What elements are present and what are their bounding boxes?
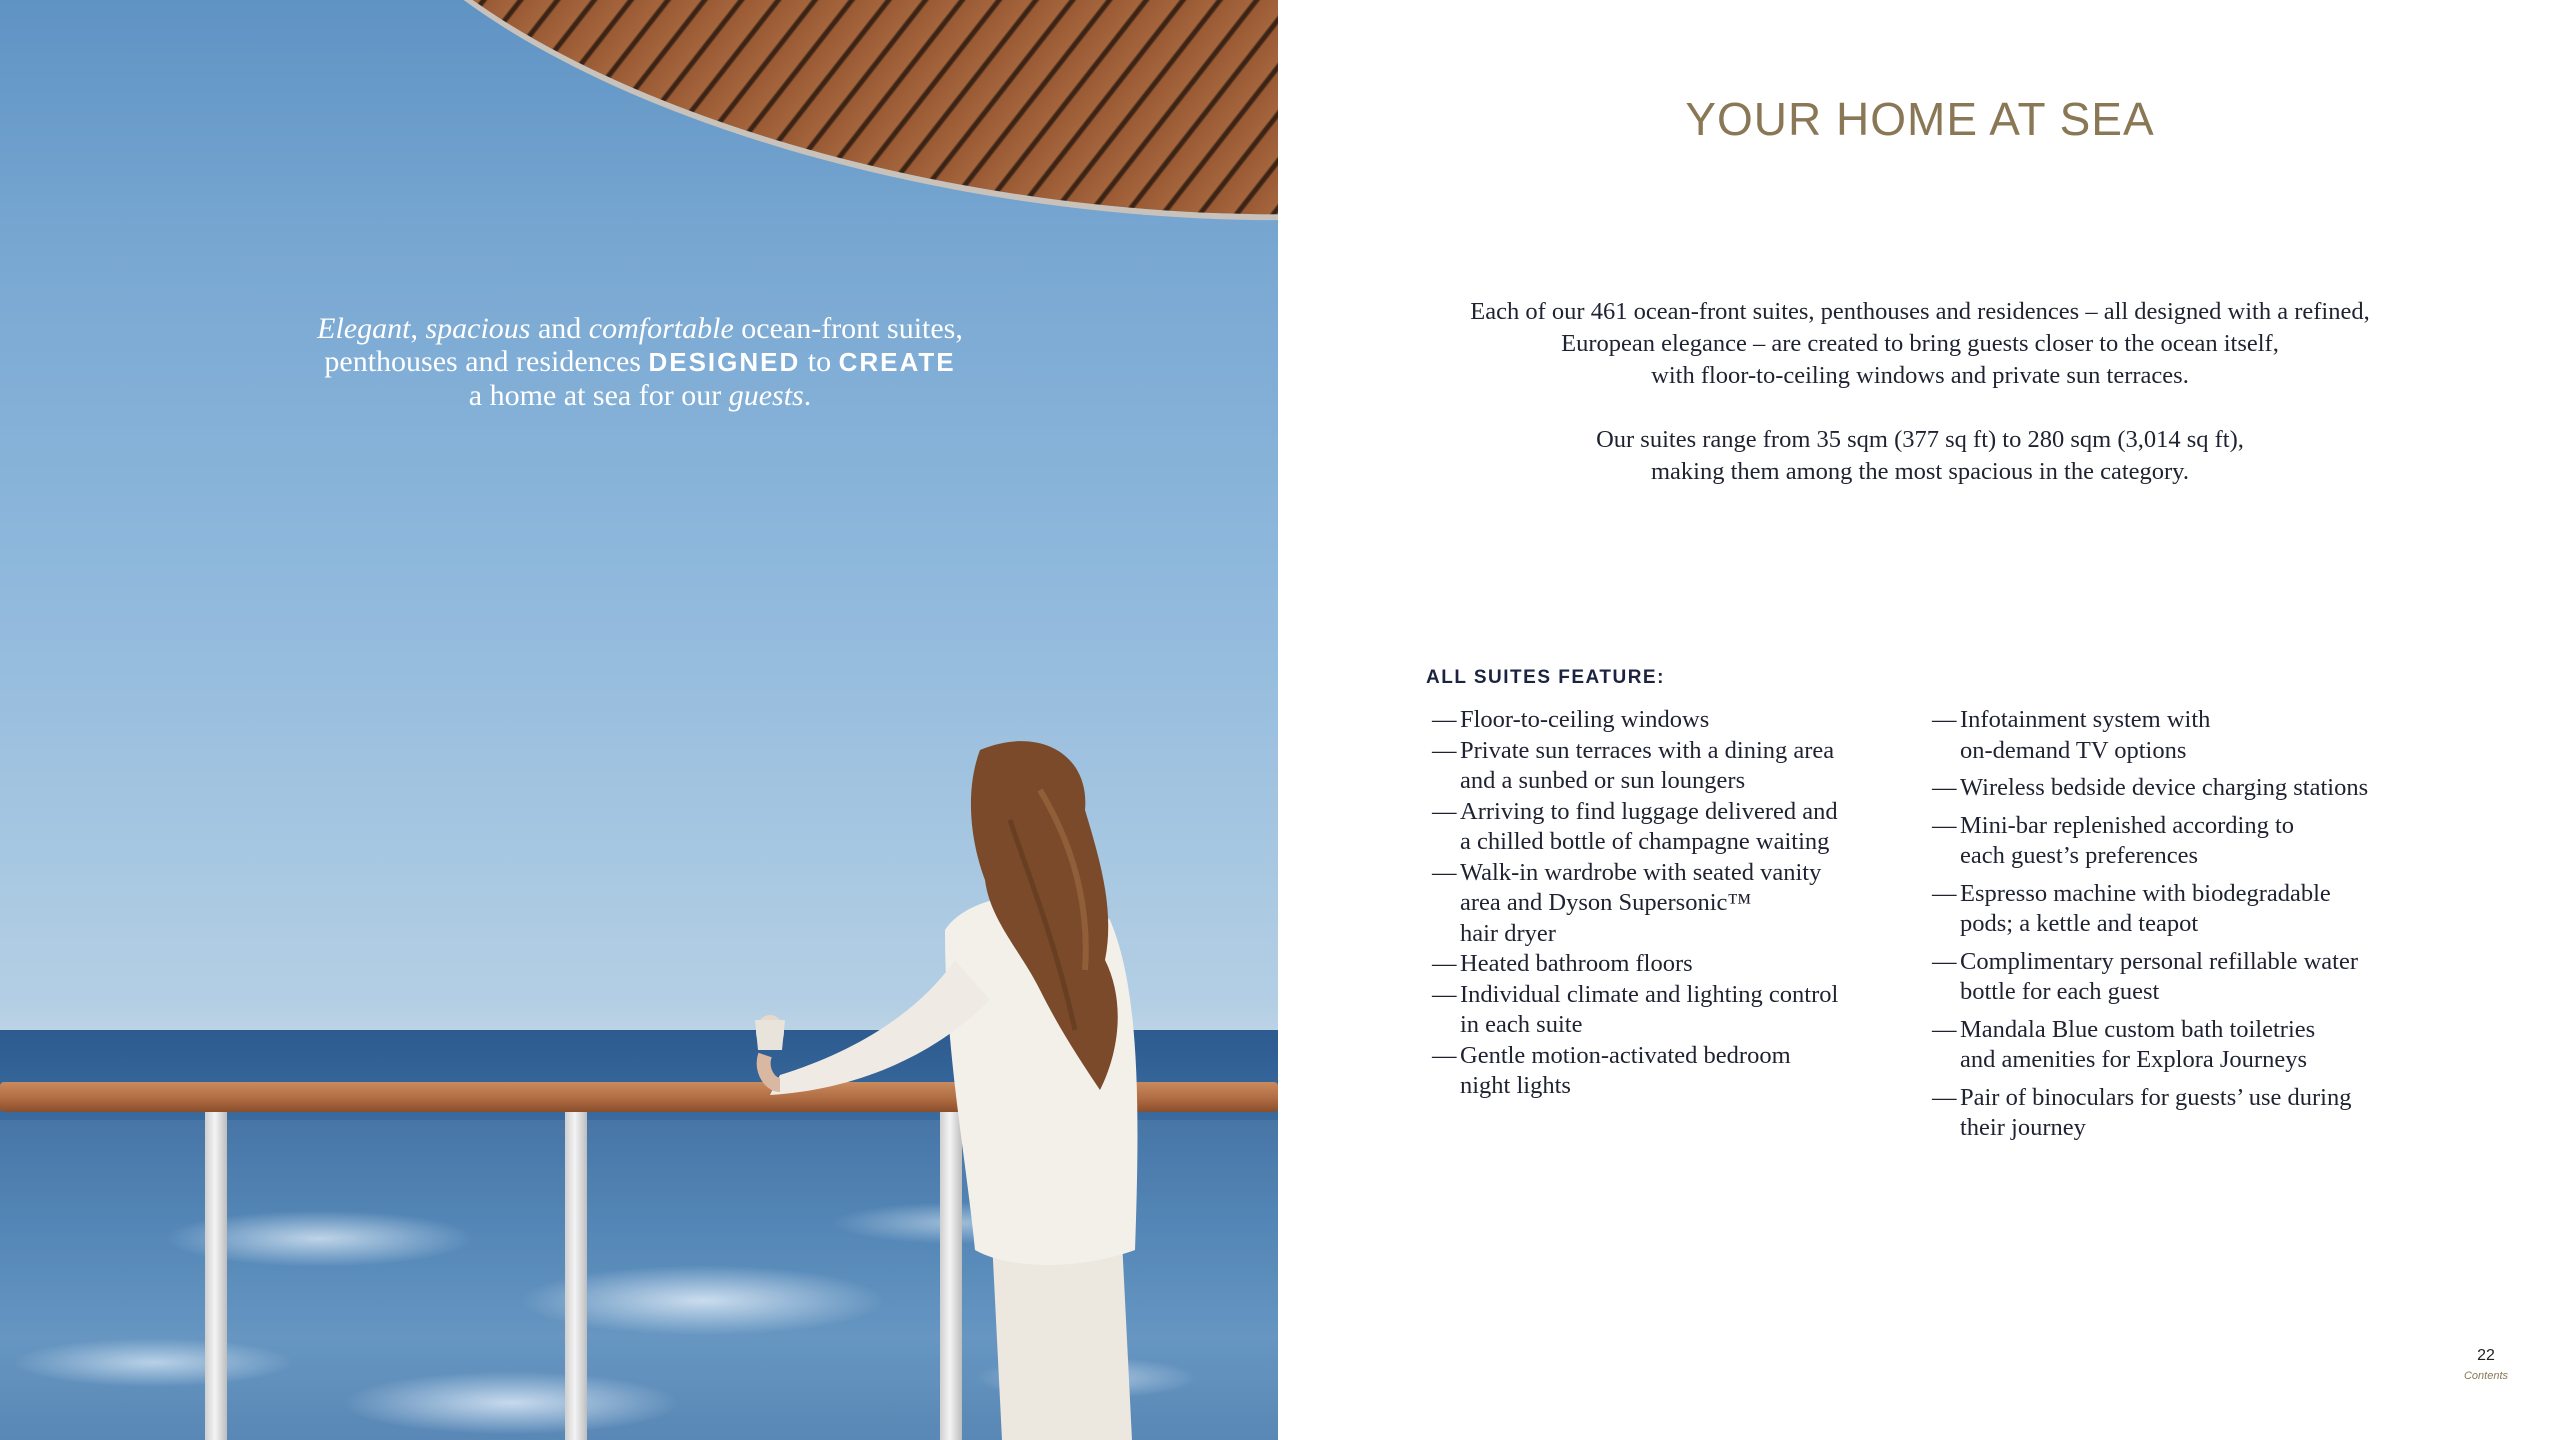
feature-line: and a sunbed or sun loungers	[1460, 767, 1746, 794]
caption-word: spacious	[425, 312, 531, 345]
feature-item	[1432, 949, 1872, 980]
intro-text	[1390, 296, 2450, 520]
feature-item	[1432, 797, 1872, 858]
feature-item	[1932, 811, 2412, 872]
caption-word: guests	[728, 379, 804, 412]
hero-photo	[0, 0, 1278, 1440]
feature-line: area and Dyson Supersonic™	[1460, 889, 1752, 916]
feature-item	[1932, 773, 2412, 804]
feature-line: their journey	[1960, 1114, 2086, 1141]
features-list-right	[1932, 705, 2412, 1151]
intro-line: making them among the most spacious in the category.	[1651, 458, 2189, 485]
feature-line: Mandala Blue custom bath toiletries	[1960, 1015, 2316, 1043]
feature-line: Arriving to find luggage delivered and	[1460, 797, 1838, 825]
caption-text: penthouses and residences	[324, 345, 649, 378]
intro-paragraph	[1390, 296, 2450, 392]
feature-item	[1432, 705, 1872, 736]
railing-post	[565, 1112, 587, 1440]
feature-item	[1932, 947, 2412, 1008]
intro-line: Our suites range from 35 sqm (377 sq ft) to 280 sqm (3,014 sq ft),	[1596, 426, 2244, 453]
caption-text: a home at sea for our	[468, 379, 729, 412]
intro-line: with floor-to-ceiling windows and private sun terraces.	[1651, 362, 2189, 389]
feature-item	[1432, 1041, 1872, 1102]
caption-word: comfortable	[588, 312, 734, 345]
feature-line: Mini-bar replenished according to	[1960, 811, 2295, 839]
feature-line: hair dryer	[1460, 919, 1556, 947]
feature-line: a chilled bottle of champagne waiting	[1460, 828, 1830, 855]
feature-item	[1932, 879, 2412, 940]
feature-line: Private sun terraces with a dining area	[1460, 736, 1835, 764]
feature-line: Espresso machine with biodegradable	[1960, 879, 2331, 907]
feature-line: Walk-in wardrobe with seated vanity	[1460, 858, 1822, 886]
caption-text: .	[803, 379, 812, 412]
caption-word: Elegant	[317, 312, 411, 345]
caption-word: DESIGNED	[648, 347, 801, 377]
feature-item	[1932, 705, 2412, 766]
feature-item	[1932, 1015, 2412, 1076]
features-list-left	[1432, 705, 1872, 1102]
feature-line: Complimentary personal refillable water	[1960, 947, 2358, 975]
feature-line: Floor-to-ceiling windows	[1460, 706, 1710, 733]
feature-line: Heated bathroom floors	[1460, 950, 1693, 977]
caption-text: to	[800, 345, 839, 378]
feature-line: Wireless bedside device charging stations	[1960, 774, 2369, 801]
feature-line: Individual climate and lighting control	[1460, 980, 1839, 1008]
page-title: YOUR HOME AT SEA	[1685, 93, 2155, 145]
page-number: 22	[2477, 1347, 2495, 1364]
feature-line: bottle for each guest	[1960, 978, 2160, 1005]
caption-text: ocean-front suites,	[733, 312, 963, 345]
intro-line: Each of our 461 ocean-front suites, penthouses and residences – all designed with a refined,	[1470, 298, 2370, 325]
contents-link[interactable]: Contents	[2463, 1370, 2509, 1382]
woman-figure-illustration	[740, 730, 1200, 1440]
feature-line: on-demand TV options	[1960, 736, 2187, 764]
feature-line: pods; a kettle and teapot	[1960, 910, 2199, 937]
deck-roof-overhang	[294, 0, 1278, 301]
feature-item	[1932, 1083, 2412, 1144]
feature-item	[1432, 858, 1872, 950]
photo-caption	[240, 312, 1040, 412]
feature-item	[1432, 980, 1872, 1041]
railing-post	[205, 1112, 227, 1440]
feature-line: Gentle motion-activated bedroom	[1460, 1041, 1791, 1069]
intro-paragraph	[1390, 424, 2450, 488]
intro-line: European elegance – are created to bring guests closer to the ocean itself,	[1561, 330, 2279, 357]
feature-line: Pair of binoculars for guests’ use during	[1960, 1083, 2352, 1111]
caption-text: and	[530, 312, 589, 345]
feature-item	[1432, 736, 1872, 797]
feature-line: Infotainment system with	[1960, 706, 2211, 733]
feature-line: in each suite	[1460, 1011, 1583, 1038]
feature-line: and amenities for Explora Journeys	[1960, 1046, 2307, 1073]
feature-line: night lights	[1460, 1072, 1571, 1099]
feature-line: each guest’s preferences	[1960, 842, 2199, 869]
caption-word: CREATE	[838, 347, 956, 377]
features-heading: ALL SUITES FEATURE:	[1426, 667, 1665, 688]
caption-text: ,	[410, 312, 426, 345]
